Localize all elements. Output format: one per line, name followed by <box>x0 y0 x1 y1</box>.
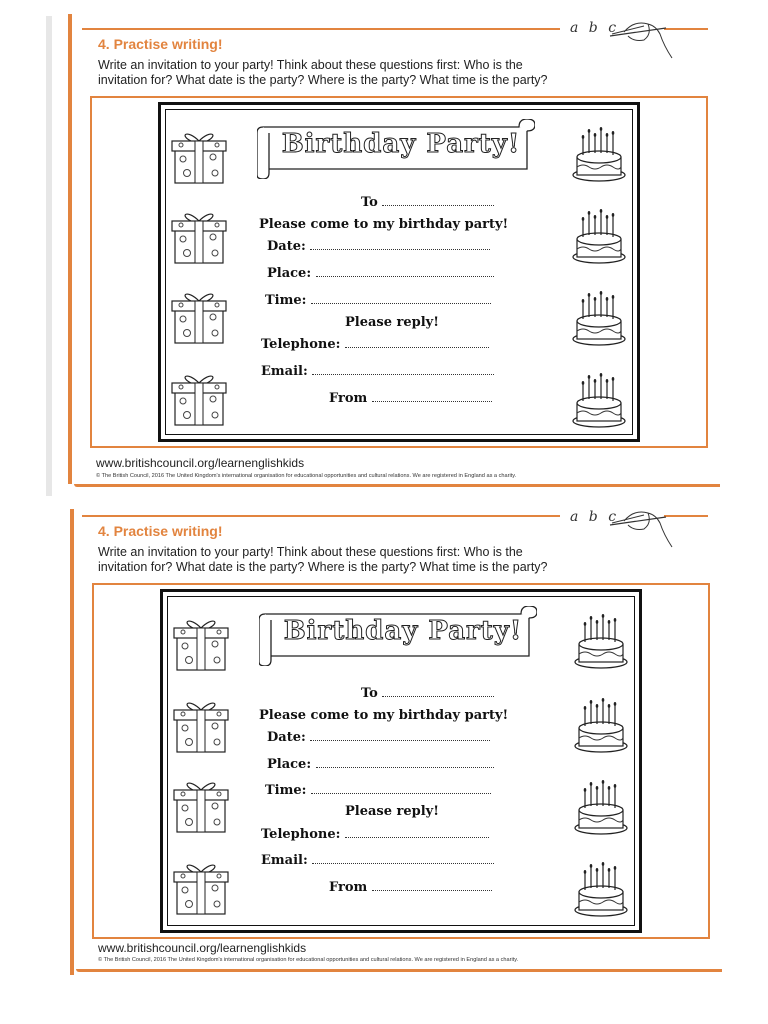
place-field[interactable] <box>316 266 494 277</box>
time-field[interactable] <box>311 293 491 304</box>
telephone-label: Telephone: <box>261 337 341 352</box>
bottom-accent-line <box>74 484 720 487</box>
invite-line: Please come to my birthday party! <box>259 708 509 723</box>
to-field[interactable] <box>382 686 494 697</box>
time-label: Time: <box>265 783 307 798</box>
section-title: 4. Practise writing! <box>98 36 223 52</box>
instructions: Write an invitation to your party! Think about these questions first: Who is the invitation for? What date is the party? Where is the party? What time is the party? <box>98 58 548 87</box>
banner-title: Birthday Party! <box>281 129 521 159</box>
instructions: Write an invitation to your party! Think about these questions first: Who is the invitation for? What date is the party? Where is the party? What time is the party? <box>98 545 548 574</box>
email-label: Email: <box>261 853 308 868</box>
birthday-cake-icon <box>569 207 629 267</box>
left-accent-bar <box>68 14 72 484</box>
to-label: To <box>361 686 378 701</box>
invitation-card <box>160 589 642 933</box>
birthday-cake-icon <box>571 778 631 838</box>
gift-box-icon <box>169 369 229 429</box>
section-title: 4. Practise writing! <box>98 523 223 539</box>
invite-line: Please come to my birthday party! <box>259 217 509 232</box>
time-field[interactable] <box>311 783 491 794</box>
to-field[interactable] <box>382 195 494 206</box>
left-accent-bar <box>70 509 74 975</box>
footer-copyright: © The British Council, 2016 The United Kingdom's international organisation for educational opportunities and cultural relations. We are registered in England as a charity. <box>96 473 517 479</box>
gift-box-icon <box>169 287 229 347</box>
telephone-label: Telephone: <box>261 827 341 842</box>
from-label: From <box>329 880 368 895</box>
gift-box-icon <box>171 696 231 756</box>
from-field[interactable] <box>372 880 492 891</box>
telephone-field[interactable] <box>345 337 489 348</box>
reply-line: Please reply! <box>345 315 439 330</box>
date-label: Date: <box>267 239 306 254</box>
birthday-cake-icon <box>571 612 631 672</box>
invitation-card <box>158 102 640 442</box>
gift-box-icon <box>171 776 231 836</box>
gift-box-icon <box>171 614 231 674</box>
gift-box-icon <box>169 207 229 267</box>
place-field[interactable] <box>316 757 494 768</box>
date-field[interactable] <box>310 239 490 250</box>
footer-url[interactable]: www.britishcouncil.org/learnenglishkids <box>96 456 305 470</box>
gift-box-icon <box>171 858 231 918</box>
email-field[interactable] <box>312 364 494 375</box>
banner-title: Birthday Party! <box>283 616 523 646</box>
writing-hand-icon <box>604 501 674 551</box>
top-accent-line <box>82 28 560 30</box>
reply-line: Please reply! <box>345 804 439 819</box>
gift-box-icon <box>169 127 229 187</box>
birthday-cake-icon <box>569 125 629 185</box>
to-label: To <box>361 195 378 210</box>
place-label: Place: <box>267 757 312 772</box>
footer-copyright: © The British Council, 2016 The United Kingdom's international organisation for educational opportunities and cultural relations. We are registered in England as a charity. <box>98 957 519 963</box>
email-field[interactable] <box>312 853 494 864</box>
from-label: From <box>329 391 368 406</box>
top-accent-line <box>82 515 560 517</box>
writing-hand-icon <box>604 12 674 62</box>
birthday-cake-icon <box>571 860 631 920</box>
from-field[interactable] <box>372 391 492 402</box>
birthday-cake-icon <box>571 696 631 756</box>
date-label: Date: <box>267 730 306 745</box>
date-field[interactable] <box>310 730 490 741</box>
place-label: Place: <box>267 266 312 281</box>
footer-url[interactable]: www.britishcouncil.org/learnenglishkids <box>98 941 307 955</box>
birthday-cake-icon <box>569 371 629 431</box>
worksheet-page-bottom <box>0 505 768 995</box>
worksheet-page-top <box>0 0 768 490</box>
email-label: Email: <box>261 364 308 379</box>
page-edge <box>46 16 52 496</box>
abc-label: a b c <box>570 509 620 525</box>
abc-label: a b c <box>570 20 620 36</box>
birthday-cake-icon <box>569 289 629 349</box>
telephone-field[interactable] <box>345 827 489 838</box>
time-label: Time: <box>265 293 307 308</box>
bottom-accent-line <box>76 969 722 972</box>
